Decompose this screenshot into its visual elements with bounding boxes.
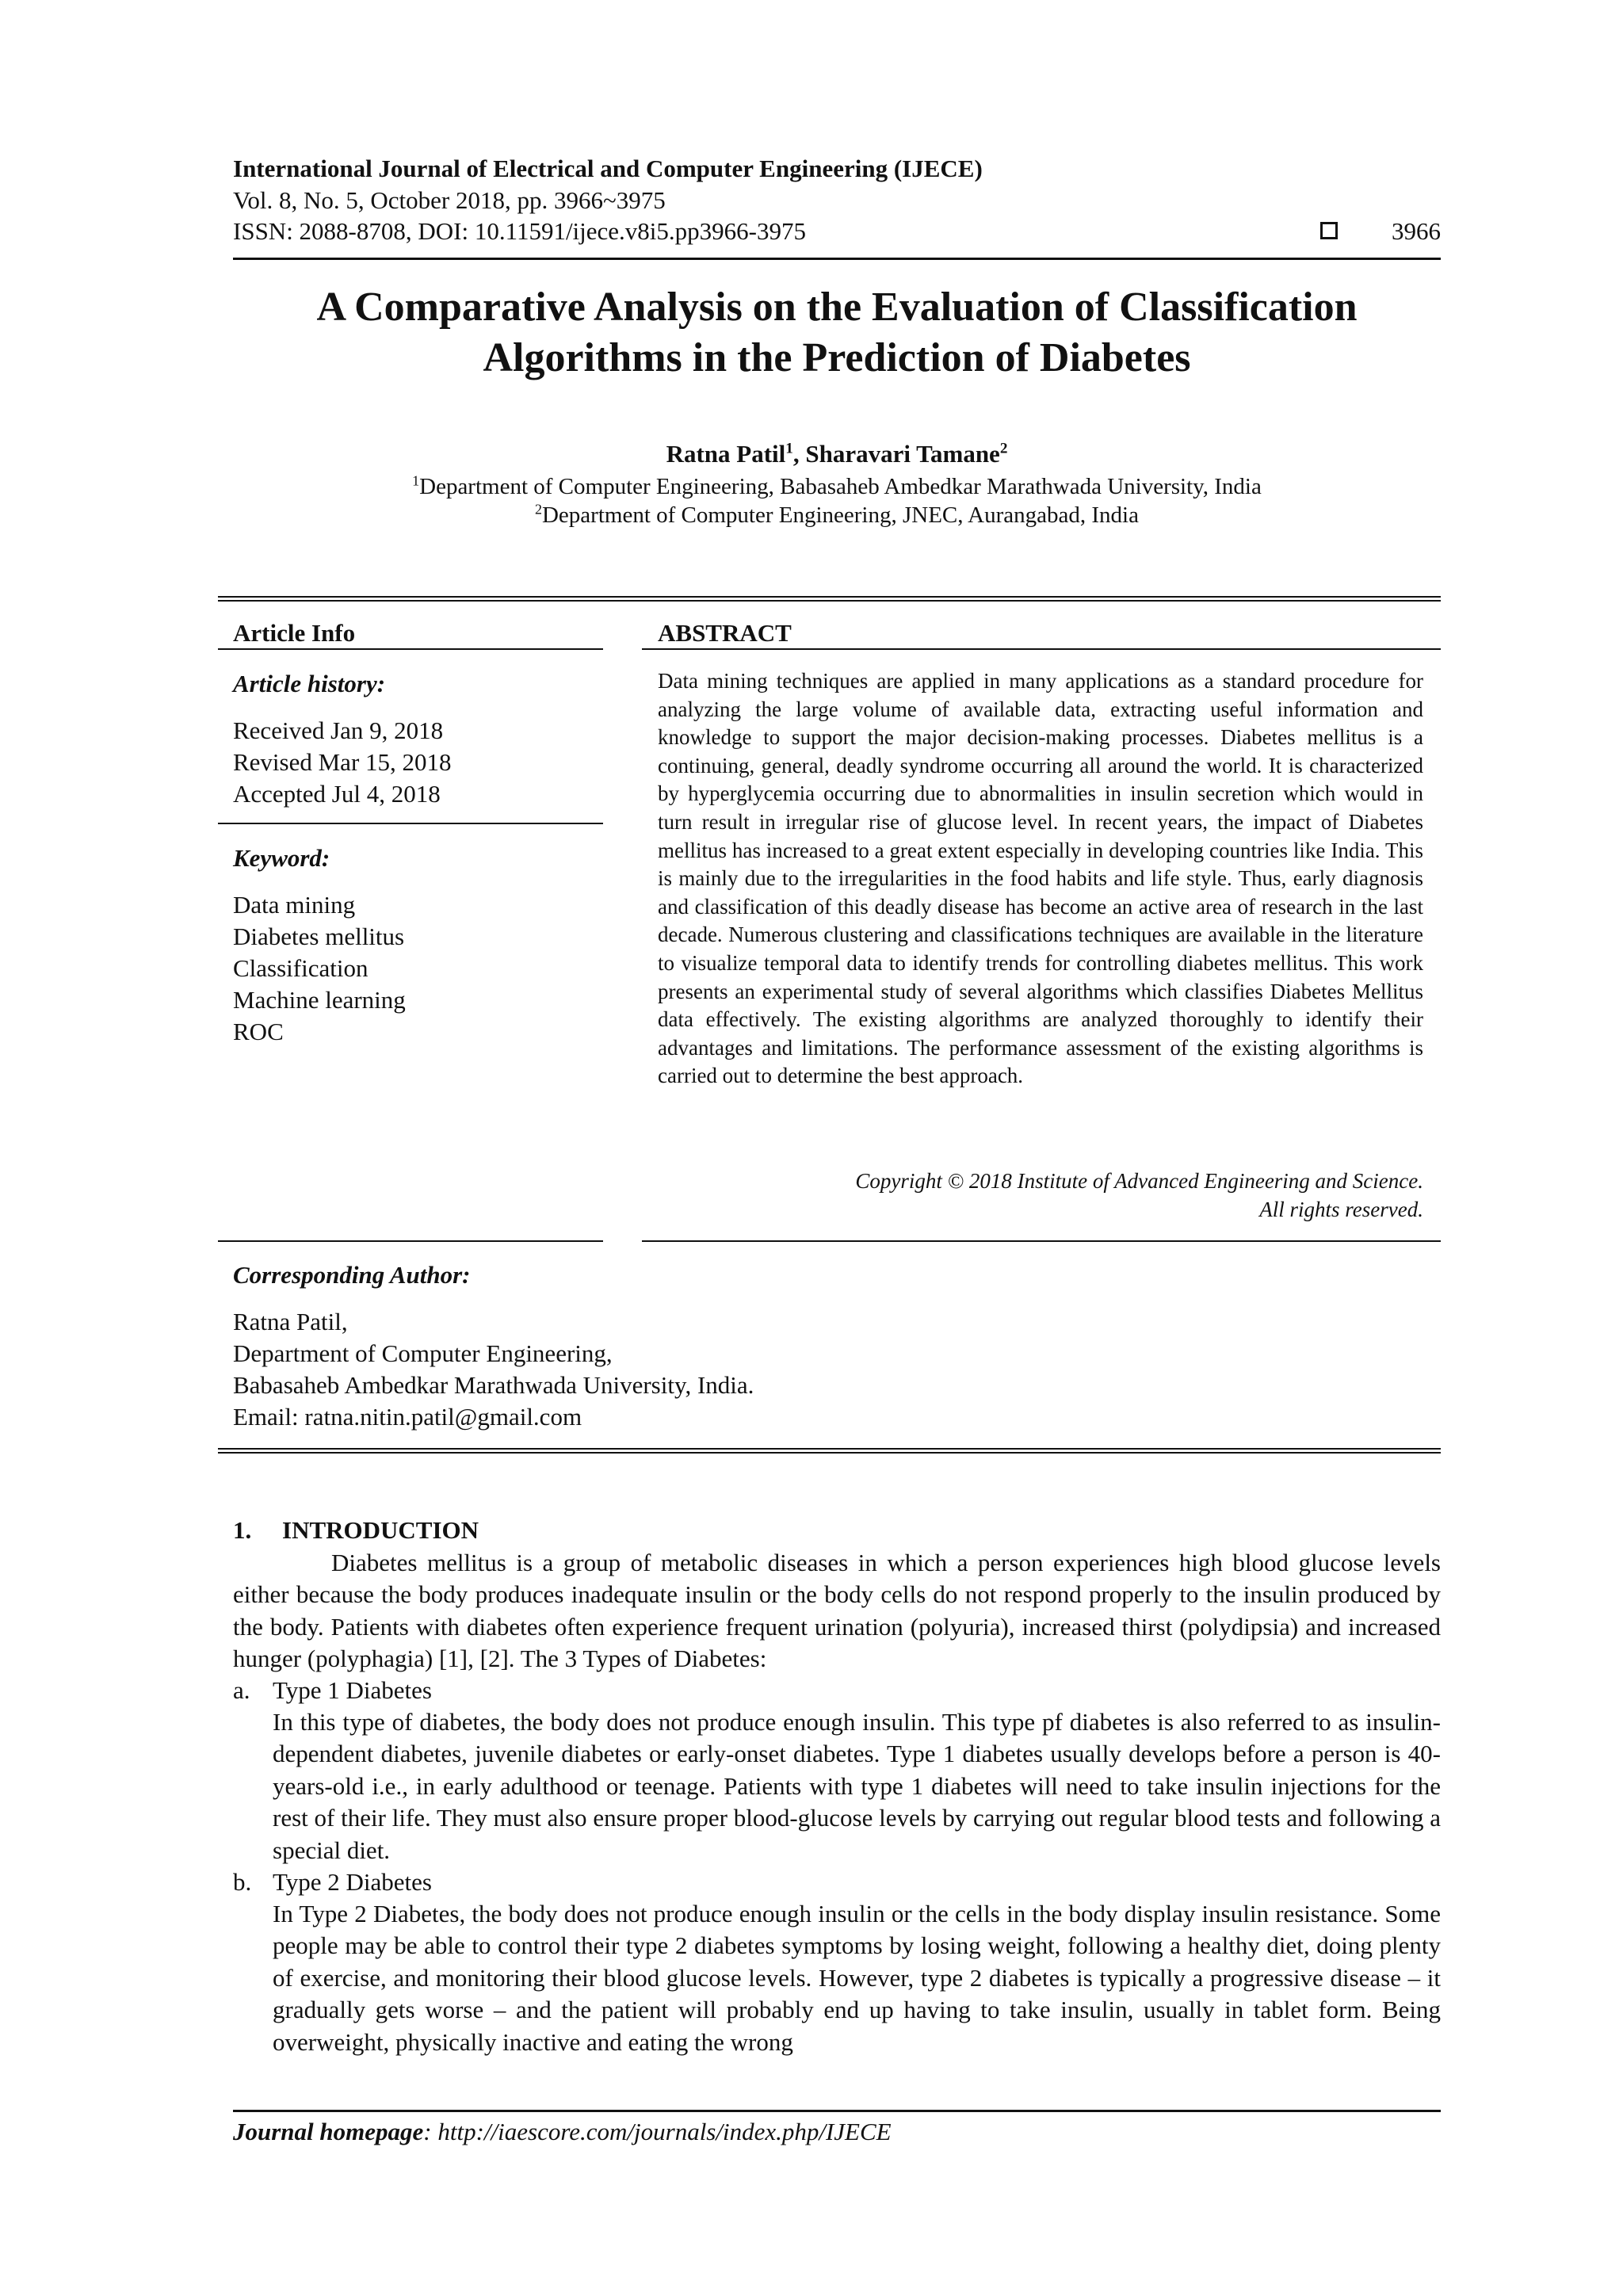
info-box-bottom-rule-left <box>218 1240 603 1242</box>
affiliation-text: Department of Computer Engineering, Babasaheb Ambedkar Marathwada University, India <box>419 474 1262 499</box>
corresponding-author-details <box>233 1306 754 1433</box>
affiliation-2 <box>233 501 1441 529</box>
header-rule <box>233 258 1441 260</box>
copyright-notice <box>658 1167 1423 1224</box>
paper-title-line-1: A Comparative Analysis on the Evaluation of Classification <box>316 285 1358 330</box>
keyword-heading: Keyword: <box>233 844 330 872</box>
page-number: 3966 <box>1392 217 1441 245</box>
info-box-top-rule <box>218 596 1441 602</box>
abstract-rule <box>642 648 1441 650</box>
journal-homepage-link[interactable]: http://iaescore.com/journals/index.php/IJECE <box>431 2118 892 2145</box>
abstract-text: Data mining techniques are applied in many applications as a standard procedure for analyzing the large volume of available data, extracting useful information and knowledge to support the major decision-making processes. Diabetes mellitus is a continuing, general, deadly syndrome occurring all around the world. It is characterized by hyperglycemia occurring due to abnormalities in insulin secretion which would in turn result in irregular rise of glucose level. In recent years, the impact of Diabetes mellitus has increased to a great extent especially in developing countries like India. This is mainly due to the irregularities in the food habits and life style. Thus, early diagnosis and classification of this deadly disease has become an active area of research in the last decade. Numerous clustering and classifications techniques are available in the literature to visualize temporal data to identify trends for controlling diabetes mellitus. This work presents an experimental study of several algorithms which classifies Diabetes Mellitus data effectively. The existing algorithms are analyzed thoroughly to identify their advantages and limitations. The performance assessment of the existing algorithms is carried out to determine the best approach. <box>658 669 1423 1088</box>
corresponding-author-email: Email: ratna.nitin.patil@gmail.com <box>233 1403 582 1431</box>
info-box-end-rule <box>218 1448 1441 1454</box>
copyright-line-1: Copyright © 2018 Institute of Advanced Engineering and Science. <box>855 1169 1423 1193</box>
corresponding-author-heading: Corresponding Author: <box>233 1261 471 1289</box>
copyright-line-2: All rights reserved. <box>1259 1198 1423 1221</box>
journal-title: International Journal of Electrical and Computer Engineering (IJECE) <box>233 155 983 182</box>
keyword-item: ROC <box>233 1018 284 1045</box>
journal-homepage <box>233 2116 892 2148</box>
journal-homepage-label: Journal homepage <box>233 2118 424 2145</box>
section-heading-introduction: 1. INTRODUCTION <box>233 1516 479 1544</box>
keyword-item: Data mining <box>233 891 356 919</box>
introduction-paragraph: Diabetes mellitus is a group of metabolic diseases in which a person experiences high blood glucose levels either because the body produces inadequate insulin or the body cells do not respond properly to the insulin produced by the body. Patients with diabetes often experience frequent urination (polyuria), increased thirst (polydipsia) and increased hunger (polyphagia) [1], [2]. The 3 Types of Diabetes: <box>233 1549 1441 1673</box>
author-name: Sharavari Tamane <box>805 440 1000 468</box>
list-item-text: In this type of diabetes, the body does not produce enough insulin. This type pf diabetes is also referred to as insulin-dependent diabetes, juvenile diabetes or early-onset diabetes. Type 1 diabetes usually develops before a person is 40-years-old i.e., in early adulthood or teenage. Patients with type 1 diabetes will need to take insulin injections for the rest of their life. They must also ensure proper blood-glucose levels by carrying out regular blood tests and following a special diet. <box>273 1708 1441 1864</box>
affiliation-text: Department of Computer Engineering, JNEC, Aurangabad, India <box>541 502 1139 528</box>
footer-rule <box>233 2110 1441 2112</box>
article-info-rule <box>218 648 603 650</box>
author-separator: , <box>792 440 806 468</box>
list-item-label: a. <box>233 1676 250 1704</box>
keyword-list <box>233 889 406 1048</box>
paper-title <box>233 282 1441 384</box>
journal-issn: ISSN: 2088-8708, DOI: 10.11591/ijece.v8i5.pp3966-3975 <box>233 217 806 245</box>
journal-homepage-colon: : <box>423 2118 432 2145</box>
corresponding-author-name: Ratna Patil, <box>233 1308 348 1335</box>
affiliation-1 <box>233 472 1441 501</box>
keyword-item: Diabetes mellitus <box>233 923 405 950</box>
author-affiliation-mark: 1 <box>785 440 793 457</box>
article-info-heading: Article Info <box>233 619 356 647</box>
author-list <box>233 439 1441 469</box>
history-rule <box>218 823 603 824</box>
list-item-title: Type 1 Diabetes <box>273 1676 432 1704</box>
abstract-heading: ABSTRACT <box>658 619 792 647</box>
list-item-text: In Type 2 Diabetes, the body does not produce enough insulin or the cells in the body display insulin resistance. Some people may be able to control their type 2 diabetes symptoms by losing weight, following a healthy diet, doing plenty of exercise, and monitoring their blood glucose levels. However, type 2 diabetes is typically a progressive disease – it gradually gets worse – and the patient will probably end up having to take insulin, usually in tablet form. Being overweight, physically inactive and eating the wrong <box>273 1900 1441 2056</box>
affiliation-mark: 1 <box>412 472 420 489</box>
history-received: Received Jan 9, 2018 <box>233 716 444 744</box>
keyword-item: Classification <box>233 954 369 982</box>
author-affiliation-mark: 2 <box>999 440 1008 457</box>
article-history-heading: Article history: <box>233 670 386 697</box>
journal-volume: Vol. 8, No. 5, October 2018, pp. 3966~3975 <box>233 186 666 214</box>
list-item-label: b. <box>233 1868 252 1896</box>
article-history-list <box>233 715 452 810</box>
affiliation-mark: 2 <box>535 501 542 518</box>
info-box-bottom-rule-right <box>642 1240 1441 1242</box>
author-name: Ratna Patil <box>666 440 786 468</box>
corresponding-author-university: Babasaheb Ambedkar Marathwada University, India. <box>233 1371 754 1399</box>
history-accepted: Accepted Jul 4, 2018 <box>233 780 441 808</box>
history-revised: Revised Mar 15, 2018 <box>233 748 452 776</box>
keyword-item: Machine learning <box>233 986 406 1014</box>
corresponding-author-department: Department of Computer Engineering, <box>233 1339 613 1367</box>
checkbox-square-icon <box>1320 222 1338 239</box>
paper-title-line-2: Algorithms in the Prediction of Diabetes <box>483 335 1191 380</box>
list-item-title: Type 2 Diabetes <box>273 1868 432 1896</box>
